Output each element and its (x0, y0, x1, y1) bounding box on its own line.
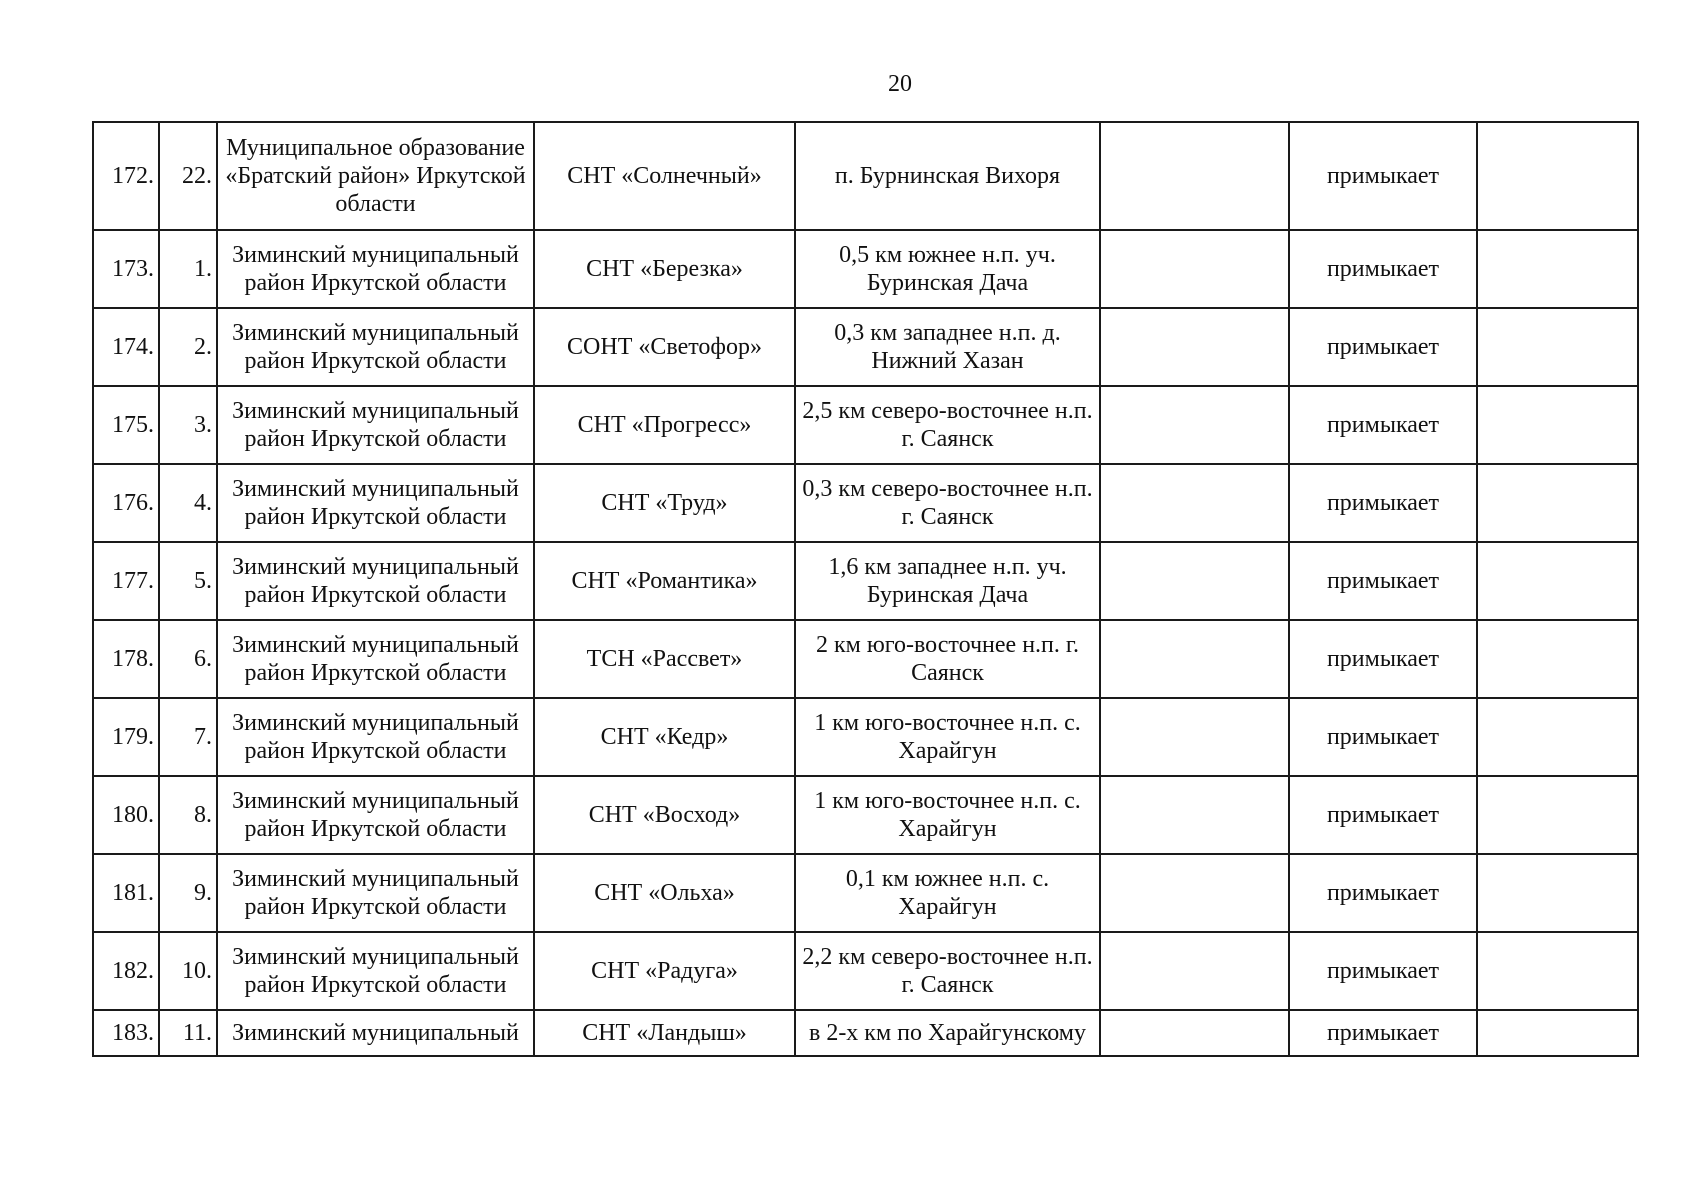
municipality-cell: Зиминский муниципальный район Иркутской области (217, 932, 534, 1010)
location-cell: 0,3 км северо-восточнее н.п. г. Саянск (795, 464, 1100, 542)
status-cell: примыкает (1289, 932, 1477, 1010)
association-name-cell: СОНТ «Светофор» (534, 308, 795, 386)
empty-cell (1100, 776, 1289, 854)
empty-cell (1100, 542, 1289, 620)
location-cell: 0,3 км западнее н.п. д. Нижний Хазан (795, 308, 1100, 386)
empty-cell (1477, 698, 1638, 776)
empty-cell (1100, 230, 1289, 308)
association-name-cell: СНТ «Прогресс» (534, 386, 795, 464)
table-row (93, 932, 1638, 1010)
municipality-cell: Зиминский муниципальный район Иркутской области (217, 854, 534, 932)
empty-cell (1100, 122, 1289, 230)
location-cell: 2,5 км северо-восточнее н.п. г. Саянск (795, 386, 1100, 464)
row-number: 182. (93, 932, 159, 1010)
empty-cell (1477, 122, 1638, 230)
table-row (93, 230, 1638, 308)
empty-cell (1100, 932, 1289, 1010)
table-row (93, 464, 1638, 542)
row-number: 183. (93, 1010, 159, 1056)
association-name-cell: СНТ «Кедр» (534, 698, 795, 776)
empty-cell (1477, 464, 1638, 542)
status-cell: примыкает (1289, 308, 1477, 386)
municipality-cell: Зиминский муниципальный (217, 1010, 534, 1056)
empty-cell (1100, 1010, 1289, 1056)
status-cell: примыкает (1289, 464, 1477, 542)
location-cell: 0,1 км южнее н.п. с. Харайгун (795, 854, 1100, 932)
location-cell: 1,6 км западнее н.п. уч. Буринская Дача (795, 542, 1100, 620)
row-sub-number: 8. (159, 776, 217, 854)
row-sub-number: 11. (159, 1010, 217, 1056)
table-row (93, 698, 1638, 776)
empty-cell (1100, 854, 1289, 932)
empty-cell (1100, 698, 1289, 776)
location-cell: 1 км юго-восточнее н.п. с. Харайгун (795, 776, 1100, 854)
status-cell: примыкает (1289, 230, 1477, 308)
association-name-cell: СНТ «Солнечный» (534, 122, 795, 230)
row-sub-number: 9. (159, 854, 217, 932)
empty-cell (1477, 776, 1638, 854)
empty-cell (1100, 464, 1289, 542)
row-sub-number: 7. (159, 698, 217, 776)
location-cell: 2,2 км северо-восточнее н.п. г. Саянск (795, 932, 1100, 1010)
table-row (93, 308, 1638, 386)
municipality-cell: Зиминский муниципальный район Иркутской области (217, 308, 534, 386)
row-sub-number: 5. (159, 542, 217, 620)
association-name-cell: СНТ «Романтика» (534, 542, 795, 620)
row-sub-number: 3. (159, 386, 217, 464)
empty-cell (1477, 542, 1638, 620)
location-cell: 2 км юго-восточнее н.п. г. Саянск (795, 620, 1100, 698)
row-sub-number: 1. (159, 230, 217, 308)
row-number: 172. (93, 122, 159, 230)
row-number: 175. (93, 386, 159, 464)
empty-cell (1477, 230, 1638, 308)
association-name-cell: СНТ «Ландыш» (534, 1010, 795, 1056)
empty-cell (1477, 620, 1638, 698)
table-row (93, 1010, 1638, 1056)
location-cell: 0,5 км южнее н.п. уч. Буринская Дача (795, 230, 1100, 308)
location-cell: п. Бурнинская Вихоря (795, 122, 1100, 230)
location-cell: 1 км юго-восточнее н.п. с. Харайгун (795, 698, 1100, 776)
association-name-cell: СНТ «Ольха» (534, 854, 795, 932)
empty-cell (1477, 854, 1638, 932)
table-row (93, 854, 1638, 932)
empty-cell (1100, 308, 1289, 386)
row-number: 181. (93, 854, 159, 932)
association-name-cell: СНТ «Радуга» (534, 932, 795, 1010)
status-cell: примыкает (1289, 122, 1477, 230)
empty-cell (1100, 386, 1289, 464)
page-number: 20 (888, 71, 912, 97)
row-number: 173. (93, 230, 159, 308)
status-cell: примыкает (1289, 1010, 1477, 1056)
status-cell: примыкает (1289, 698, 1477, 776)
table-row (93, 122, 1638, 230)
empty-cell (1477, 386, 1638, 464)
location-cell: в 2-х км по Харайгунскому (795, 1010, 1100, 1056)
municipality-cell: Зиминский муниципальный район Иркутской области (217, 464, 534, 542)
table-row (93, 776, 1638, 854)
municipality-cell: Зиминский муниципальный район Иркутской области (217, 386, 534, 464)
empty-cell (1100, 620, 1289, 698)
row-number: 176. (93, 464, 159, 542)
row-sub-number: 4. (159, 464, 217, 542)
register-table (92, 121, 1639, 1057)
row-number: 174. (93, 308, 159, 386)
table-row (93, 542, 1638, 620)
municipality-cell: Зиминский муниципальный район Иркутской области (217, 698, 534, 776)
row-sub-number: 10. (159, 932, 217, 1010)
municipality-cell: Муниципальное образование «Братский район» Иркутской области (217, 122, 534, 230)
association-name-cell: ТСН «Рассвет» (534, 620, 795, 698)
association-name-cell: СНТ «Труд» (534, 464, 795, 542)
status-cell: примыкает (1289, 854, 1477, 932)
row-number: 178. (93, 620, 159, 698)
row-number: 180. (93, 776, 159, 854)
status-cell: примыкает (1289, 542, 1477, 620)
status-cell: примыкает (1289, 386, 1477, 464)
table-row (93, 620, 1638, 698)
row-sub-number: 2. (159, 308, 217, 386)
municipality-cell: Зиминский муниципальный район Иркутской области (217, 620, 534, 698)
status-cell: примыкает (1289, 620, 1477, 698)
row-sub-number: 6. (159, 620, 217, 698)
table-row (93, 386, 1638, 464)
row-sub-number: 22. (159, 122, 217, 230)
empty-cell (1477, 1010, 1638, 1056)
row-number: 177. (93, 542, 159, 620)
municipality-cell: Зиминский муниципальный район Иркутской области (217, 776, 534, 854)
empty-cell (1477, 308, 1638, 386)
empty-cell (1477, 932, 1638, 1010)
row-number: 179. (93, 698, 159, 776)
municipality-cell: Зиминский муниципальный район Иркутской области (217, 542, 534, 620)
municipality-cell: Зиминский муниципальный район Иркутской области (217, 230, 534, 308)
status-cell: примыкает (1289, 776, 1477, 854)
association-name-cell: СНТ «Березка» (534, 230, 795, 308)
association-name-cell: СНТ «Восход» (534, 776, 795, 854)
